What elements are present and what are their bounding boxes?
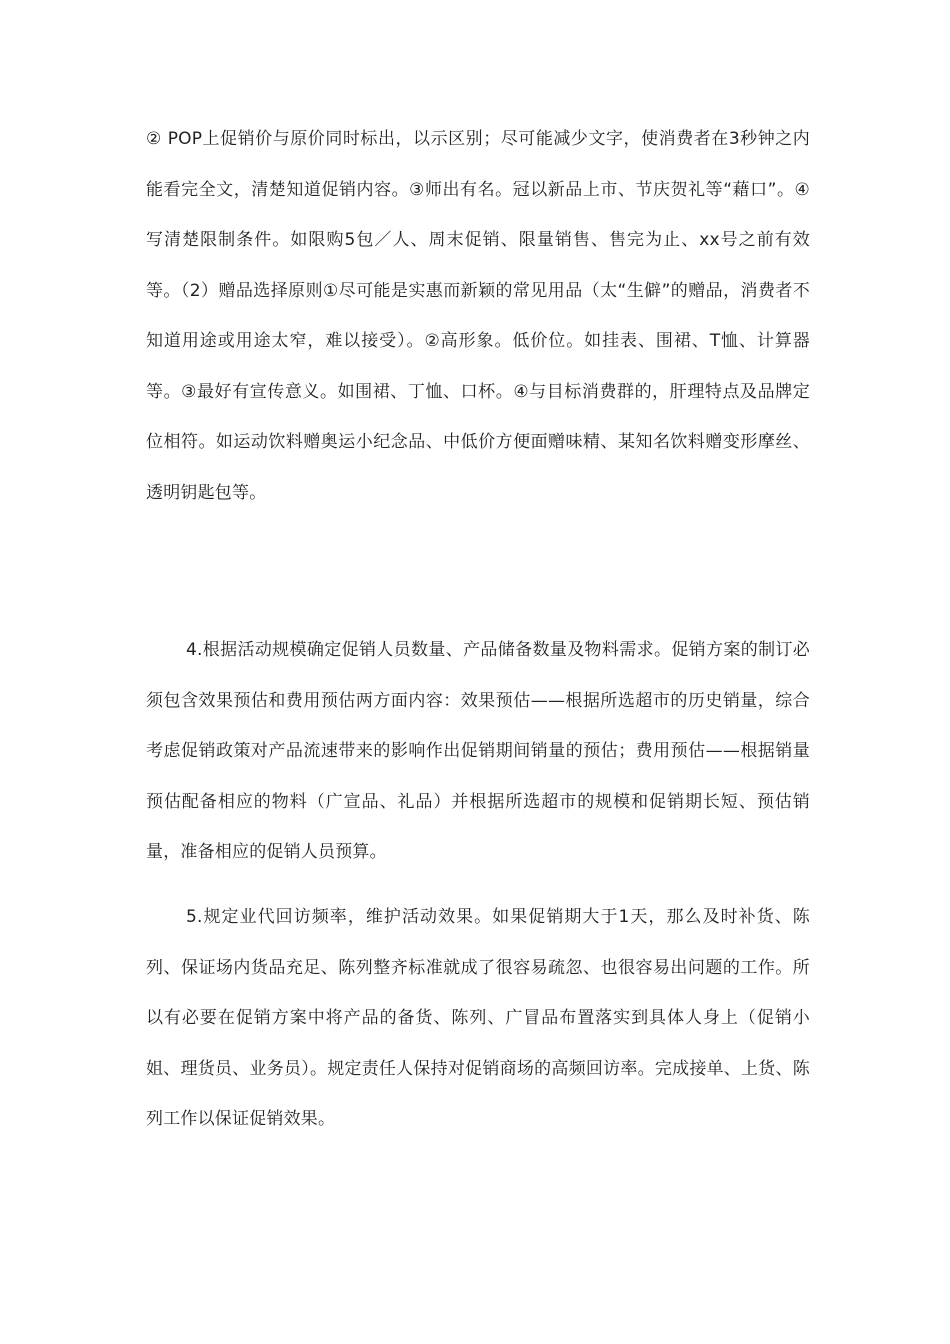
paragraph-promotion-principles: ② POP上促销价与原价同时标出，以示区别；尽可能减少文字，使消费者在3秒钟之内能看完全文，清楚知道促销内容。③师出有名。冠以新品上市、节庆贺礼等“藉口”。④写清楚限制条件。如限购5包／人、周末促销、限量销售、售完为止、xx号之前有效等。（2）赠品选择原则①尽可能是实惠而新颖的常见用品（太“生僻”的赠品，消费者不知道用途或用途太窄，难以接受）。②高形象。低价位。如挂表、围裙、T恤、计算器等。③最好有宣传意义。如围裙、丁恤、口杯。④与目标消费群的，肝理特点及品牌定位相符。如运动饮料赠奥运小纪念品、中低价方便面赠味精、某知名饮料赠变形摩丝、透明钥匙包等。 [146, 129, 810, 503]
paragraph-section-4: 4.根据活动规模确定促销人员数量、产品储备数量及物料需求。促销方案的制订必须包含效果预估和费用预估两方面内容：效果预估——根据所选超市的历史销量，综合考虑促销政策对产品流速带来的影响作出促销期间销量的预估；费用预估——根据销量预估配备相应的物料（广宣品、礼品）并根据所选超市的规模和促销期长短、预估销量，准备相应的促销人员预算。 [146, 640, 810, 862]
paragraph-section-5: 5.规定业代回访频率，维护活动效果。如果促销期大于1天，那么及时补货、陈列、保证场内货品充足、陈列整齐标准就成了很容易疏忽、也很容易出问题的工作。所以有必要在促销方案中将产品的备货、陈列、广冒品布置落实到具体人身上（促销小姐、理货员、业务员）。规定责任人保持对促销商场的高频回访率。完成接单、上货、陈列工作以保证促销效果。 [146, 907, 810, 1129]
